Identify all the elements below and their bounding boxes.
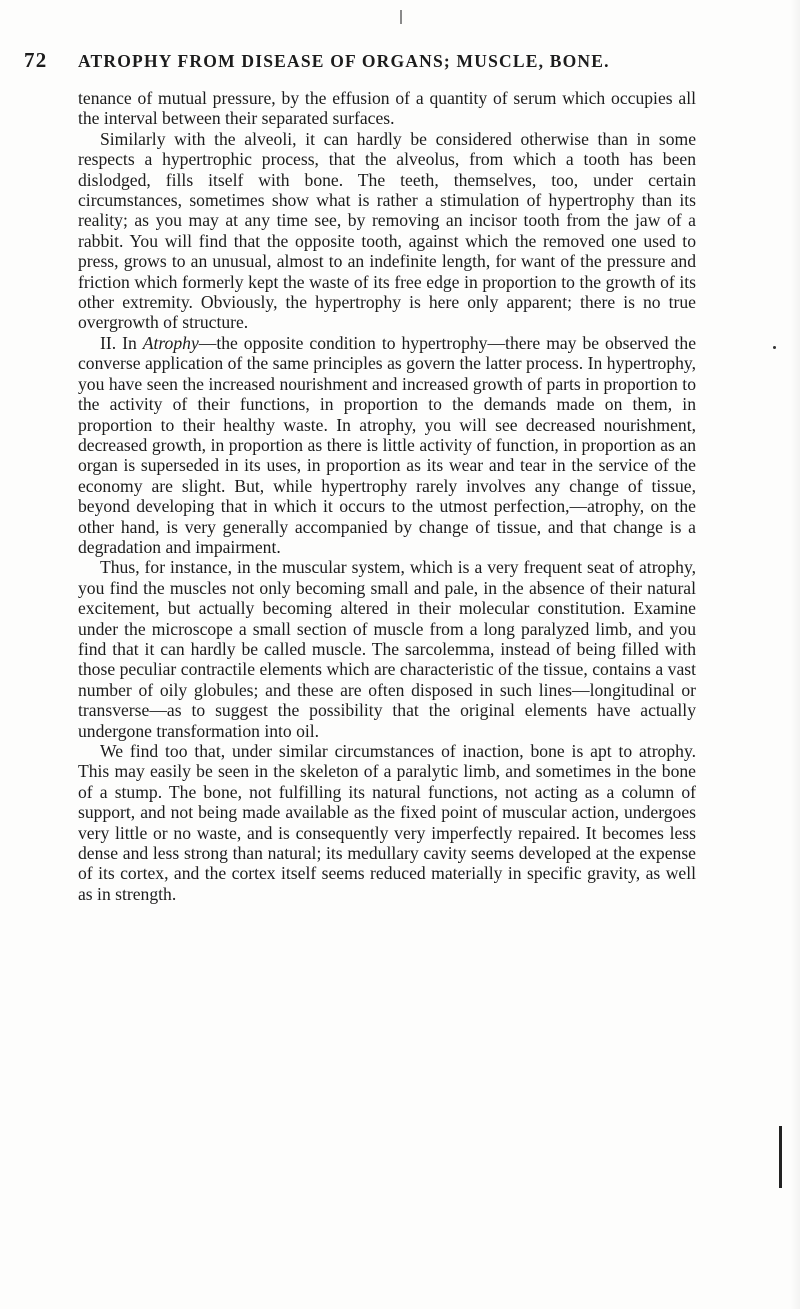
paragraph-text: Thus, for instance, in the muscular system, which is a very frequent seat of atrophy, you find the muscles not only becoming small and pale, in the absence of their natural excitement, but actually becoming altered in their molecular constitution. Examine under the microscope a small section of muscle from a long paralyzed limb, and you find that it can hardly be called muscle. The sarcolemma, instead of being filled with those peculiar contractile elements which are characteristic of the tissue, contains a vast number of oily globules; and these are often disposed in such lines—longitudinal or transverse—as to suggest the possibility that the original elements have actually undergone transformation into oil. — [78, 557, 696, 741]
paragraph-2 — [78, 129, 696, 333]
scan-artifact-bar — [779, 1126, 782, 1188]
paragraph-text: tenance of mutual pressure, by the effusion of a quantity of serum which occupies all the interval between their separated surfaces. — [78, 88, 696, 129]
paragraph-1 — [78, 88, 696, 129]
paragraph-4 — [78, 557, 696, 741]
page-number: 72 — [24, 48, 48, 72]
body-text — [78, 88, 696, 904]
paragraph-lead: II. In — [100, 332, 143, 353]
scan-artifact-mark — [400, 10, 402, 24]
paragraph-text: Similarly with the alveoli, it can hardly be considered otherwise than in some respects a hypertrophic process, that the alveolus, from which a tooth has been dislodged, fills itself with bone. The teeth, themselves, too, under certain circumstances, sometimes show what is rather a stimulation of hypertrophy than its reality; as you may at any time see, by removing an incisor tooth from the jaw of a rabbit. You will find that the opposite tooth, against which the removed one used to press, grows to an unusual, almost to an indefinite length, for want of the pressure and friction which formerly kept the waste of its free edge in proportion to the growth of its other extremity. Obviously, the hypertrophy is here only apparent; there is no true overgrowth of structure. — [78, 128, 696, 333]
running-title: ATROPHY FROM DISEASE OF ORGANS; MUSCLE, BONE. — [78, 51, 610, 71]
page-edge-shadow — [790, 0, 800, 1309]
scan-artifact-dot — [773, 346, 776, 349]
italic-term-atrophy: Atrophy — [142, 332, 199, 353]
running-head — [24, 48, 764, 74]
paragraph-text: —the opposite condition to hypertrophy—there may be observed the converse application of the same principles as govern the latter process. In hypertrophy, you have seen the increased nourishment and increased growth of parts in proportion to the activity of their functions, in proportion to the demands made on them, in proportion to their healthy waste. In atrophy, you will see decreased nourishment, decreased growth, in proportion as there is little activity of function, in proportion as an organ is superseded in its uses, in proportion as its wear and tear in the service of the economy are slight. But, while hypertrophy rarely involves any change of tissue, beyond developing that in which it occurs to the utmost perfection,—atrophy, on the other hand, is very generally accompanied by change of tissue, and that change is a degradation and impairment. — [78, 332, 696, 557]
paragraph-text: We find too that, under similar circumstances of inaction, bone is apt to atrophy. This may easily be seen in the skeleton of a paralytic limb, and sometimes in the bone of a stump. The bone, not fulfilling its natural functions, not acting as a column of support, and not being made available as the fixed point of muscular action, undergoes very little or no waste, and is consequently very imperfectly repaired. It becomes less dense and less strong than natural; its medullary cavity seems developed at the expense of its cortex, and the cortex itself seems reduced materially in specific gravity, as well as in strength. — [78, 741, 696, 904]
paragraph-3 — [78, 333, 696, 557]
paragraph-5 — [78, 741, 696, 904]
